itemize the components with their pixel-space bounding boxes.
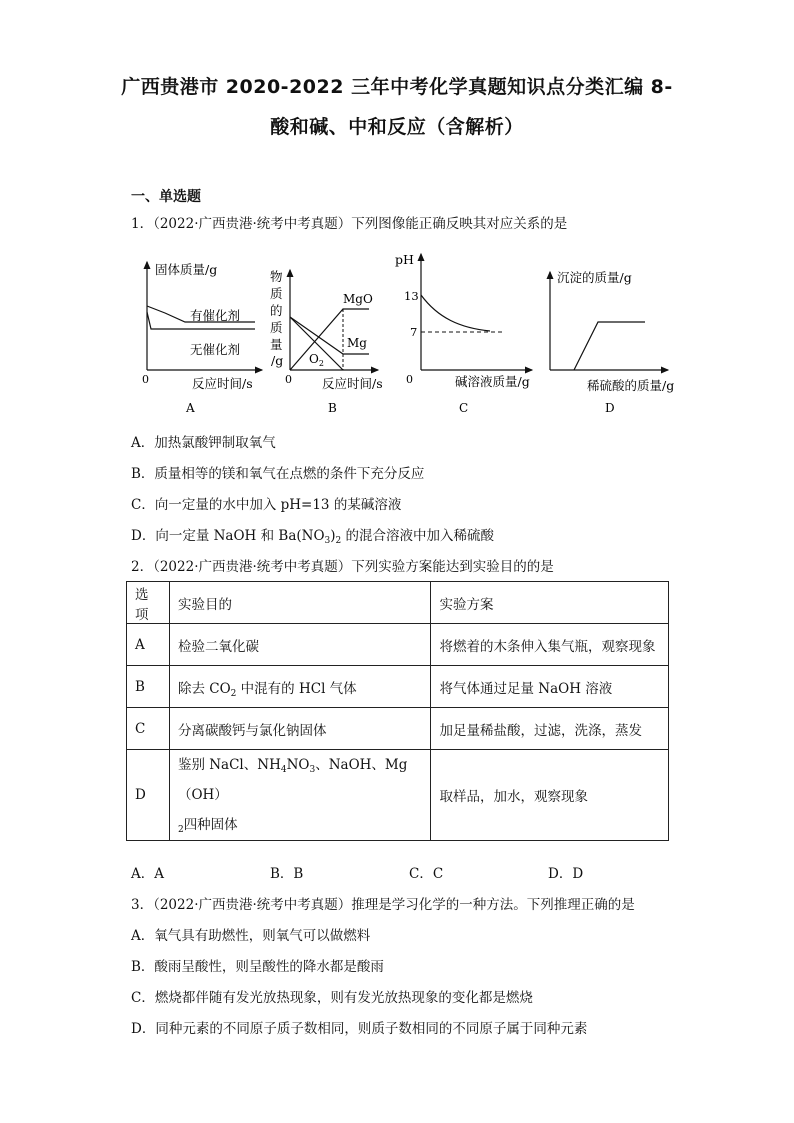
graph-a-label-no-catalyst: 无催化剂 — [190, 342, 241, 357]
document-title-line2: 酸和碱、中和反应（含解析） — [270, 116, 524, 138]
question-3-stem: 3．（2022·广西贵港·统考中考真题）推理是学习化学的一种方法。下列推理正确的是 — [131, 897, 635, 913]
table-header: 实验目的 — [169, 582, 431, 624]
table-cell-plan: 将气体通过足量 NaOH 溶液 — [431, 666, 669, 708]
question-3-option-c: C．燃烧都伴随有发光放热现象，则有发光放热现象的变化都是燃烧 — [131, 990, 533, 1006]
curve-ph — [421, 295, 490, 331]
table-cell-goal: 鉴别 NaCl、$NH_4NO_3$、NaOH、Mg（OH） $_2$四种固体 — [169, 750, 431, 841]
graph-c-xlabel: 碱溶液质量/g — [455, 374, 530, 389]
graph-c-tick-13: 13 — [404, 289, 419, 303]
question-2-answer-a: A．A — [131, 866, 164, 882]
graph-c — [395, 252, 532, 415]
graph-c-caption: C — [459, 401, 469, 415]
graph-b-label-o2: $O_2$ — [309, 352, 324, 368]
svg-text:量: 量 — [270, 337, 283, 352]
table-header-row — [127, 582, 669, 624]
table-row — [127, 750, 669, 841]
table-header: 实验方案 — [431, 582, 669, 624]
graph-a-ylabel: 固体质量/g — [155, 262, 218, 277]
graph-a-label-catalyst: 有催化剂 — [190, 308, 241, 323]
svg-text:/g: /g — [271, 353, 284, 368]
svg-text:的: 的 — [270, 303, 283, 318]
graph-a-xlabel: 反应时间/s — [192, 376, 253, 391]
table-cell-plan: 将燃着的木条伸入集气瓶，观察现象 — [431, 624, 669, 666]
question-3-option-d: D．同种元素的不同原子质子数相同，则质子数相同的不同原子属于同种元素 — [131, 1021, 588, 1037]
graph-a-caption: A — [186, 401, 195, 415]
table-header: 选项 — [127, 582, 170, 624]
question-3-option-a: A．氧气具有助燃性，则氧气可以做燃料 — [131, 928, 371, 944]
svg-text:物: 物 — [270, 269, 283, 284]
table-cell-option: A — [127, 624, 170, 666]
question-2-stem: 2．（2022·广西贵港·统考中考真题）下列实验方案能达到实验目的的是 — [131, 559, 554, 575]
table-cell-plan: 取样品，加水，观察现象 — [431, 750, 669, 841]
graph-b-label-mg: Mg — [347, 336, 367, 350]
question-1-option-c: C．向一定量的水中加入 pH=13 的某碱溶液 — [131, 497, 402, 513]
question-1-option-d: D．向一定量 NaOH 和 $Ba(NO_3)_2$ 的混合溶液中加入稀硫酸 — [131, 528, 495, 546]
section-heading: 一、单选题 — [131, 189, 201, 205]
graph-b — [270, 269, 383, 415]
svg-text:质: 质 — [270, 320, 283, 335]
table-cell-plan: 加足量稀盐酸，过滤，洗涤，蒸发 — [431, 708, 669, 750]
table-cell-goal: 检验二氧化碳 — [169, 624, 431, 666]
table-cell-goal: 除去 $CO_2$ 中混有的 HCl 气体 — [169, 666, 431, 708]
graph-d — [550, 270, 674, 415]
question-1-graphs — [0, 250, 794, 425]
table-row — [127, 708, 669, 750]
question-2-answer-c: C．C — [409, 866, 444, 882]
table-cell-option: B — [127, 666, 170, 708]
graph-d-ylabel: 沉淀的质量/g — [557, 270, 632, 285]
graph-d-xlabel: 稀硫酸的质量/g — [587, 378, 675, 393]
graph-b-ylabel — [270, 269, 283, 368]
curve-precipitate — [574, 322, 645, 370]
graph-b-caption: B — [328, 401, 337, 415]
graph-a-origin: 0 — [142, 373, 149, 386]
graph-b-origin: 0 — [285, 373, 292, 386]
table-cell-goal: 分离碳酸钙与氯化钠固体 — [169, 708, 431, 750]
question-2-answer-b: B．B — [270, 866, 304, 882]
graph-b-xlabel: 反应时间/s — [322, 376, 383, 391]
graph-c-ylabel: pH — [395, 252, 414, 267]
question-1-stem: 1．（2022·广西贵港·统考中考真题）下列图像能正确反映其对应关系的是 — [131, 216, 568, 232]
question-2-table — [126, 581, 669, 841]
question-1-option-b: B．质量相等的镁和氧气在点燃的条件下充分反应 — [131, 466, 425, 482]
table-row — [127, 624, 669, 666]
question-2-answer-d: D．D — [548, 866, 584, 882]
graph-a — [142, 262, 262, 415]
table-row — [127, 666, 669, 708]
question-1-option-a: A．加热氯酸钾制取氧气 — [131, 435, 276, 451]
table-cell-option: D — [127, 750, 170, 841]
graph-d-caption: D — [605, 401, 615, 415]
graph-c-origin: 0 — [406, 373, 413, 386]
table-cell-option: C — [127, 708, 170, 750]
document-title-line1: 广西贵港市 2020-2022 三年中考化学真题知识点分类汇编 8- — [121, 76, 673, 98]
svg-text:质: 质 — [270, 286, 283, 301]
graph-b-label-mgo: MgO — [343, 292, 373, 306]
graph-c-tick-7: 7 — [410, 325, 418, 339]
question-3-option-b: B．酸雨呈酸性，则呈酸性的降水都是酸雨 — [131, 959, 384, 975]
